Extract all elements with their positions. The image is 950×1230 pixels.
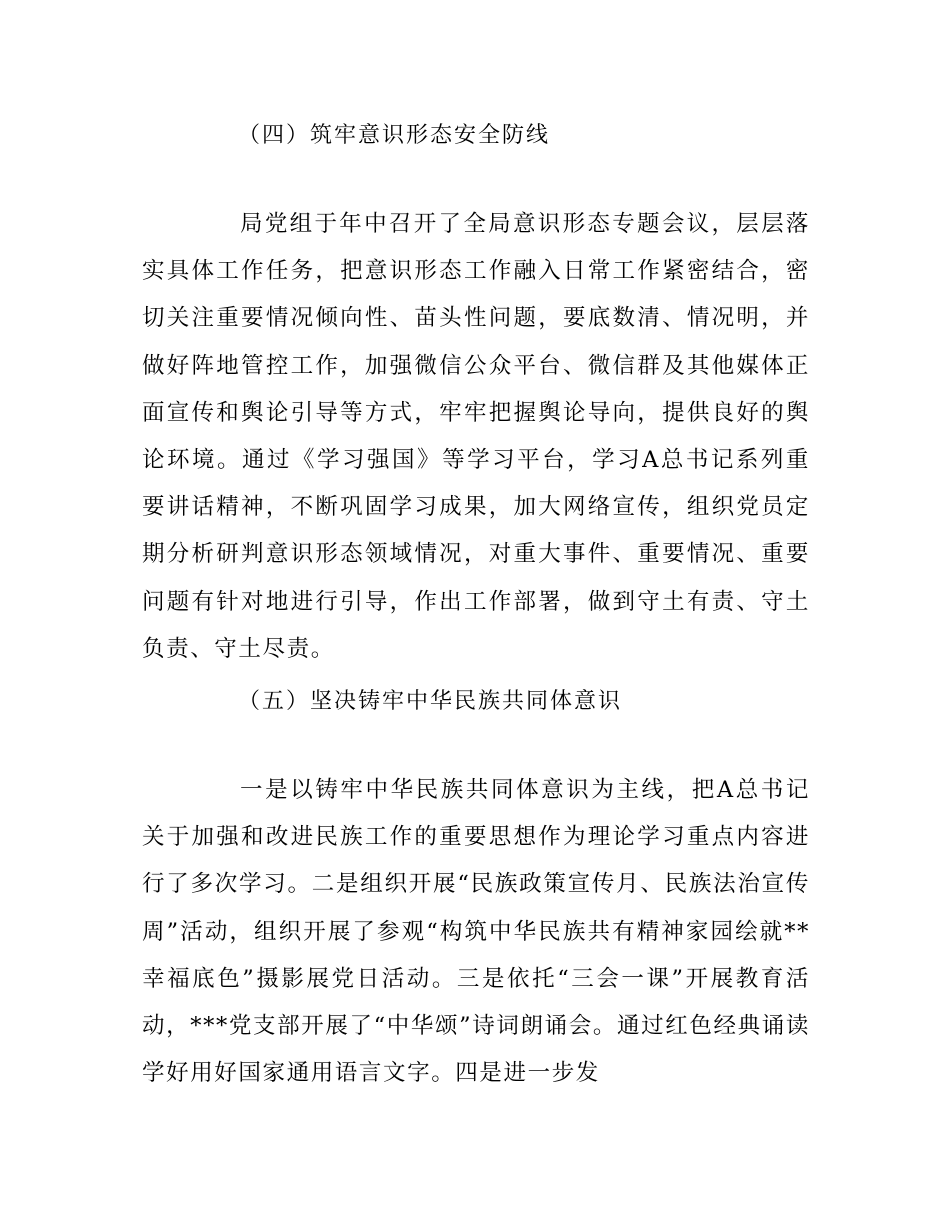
section-four-paragraph: 局党组于年中召开了全局意识形态专题会议，层层落实具体工作任务，把意识形态工作融入日常工作紧密结合，密切关注重要情况倾向性、苗头性问题，要底数清、情况明，并做好阵地管控工作，加强微信公众平台、微信群及其他媒体正面宣传和舆论引导等方式，牢牢把握舆论导向，提供良好的舆论环境。通过《学习强国》等学习平台，学习A总书记系列重要讲话精神，不断巩固学习成果，加大网络宣传，组织党员定期分析研判意识形态领域情况，对重大事件、重要情况、重要问题有针对地进行引导，作出工作部署，做到守土有责、守土负责、守土尽责。: [142, 211, 810, 662]
section-five-heading: （五）坚决铸牢中华民族共同体意识: [238, 689, 623, 714]
section-four-heading: （四）筑牢意识形态安全防线: [238, 123, 551, 148]
section-five-paragraph: 一是以铸牢中华民族共同体意识为主线，把A总书记关于加强和改进民族工作的重要思想作为理论学习重点内容进行了多次学习。二是组织开展“民族政策宣传月、民族法治宣传周”活动，组织开展了参观“构筑中华民族共有精神家园绘就**幸福底色”摄影展党日活动。三是依托“三会一课”开展教育活动，***党支部开展了“中华颂”诗词朗诵会。通过红色经典诵读学好用好国家通用语言文字。四是进一步发: [142, 777, 810, 1087]
